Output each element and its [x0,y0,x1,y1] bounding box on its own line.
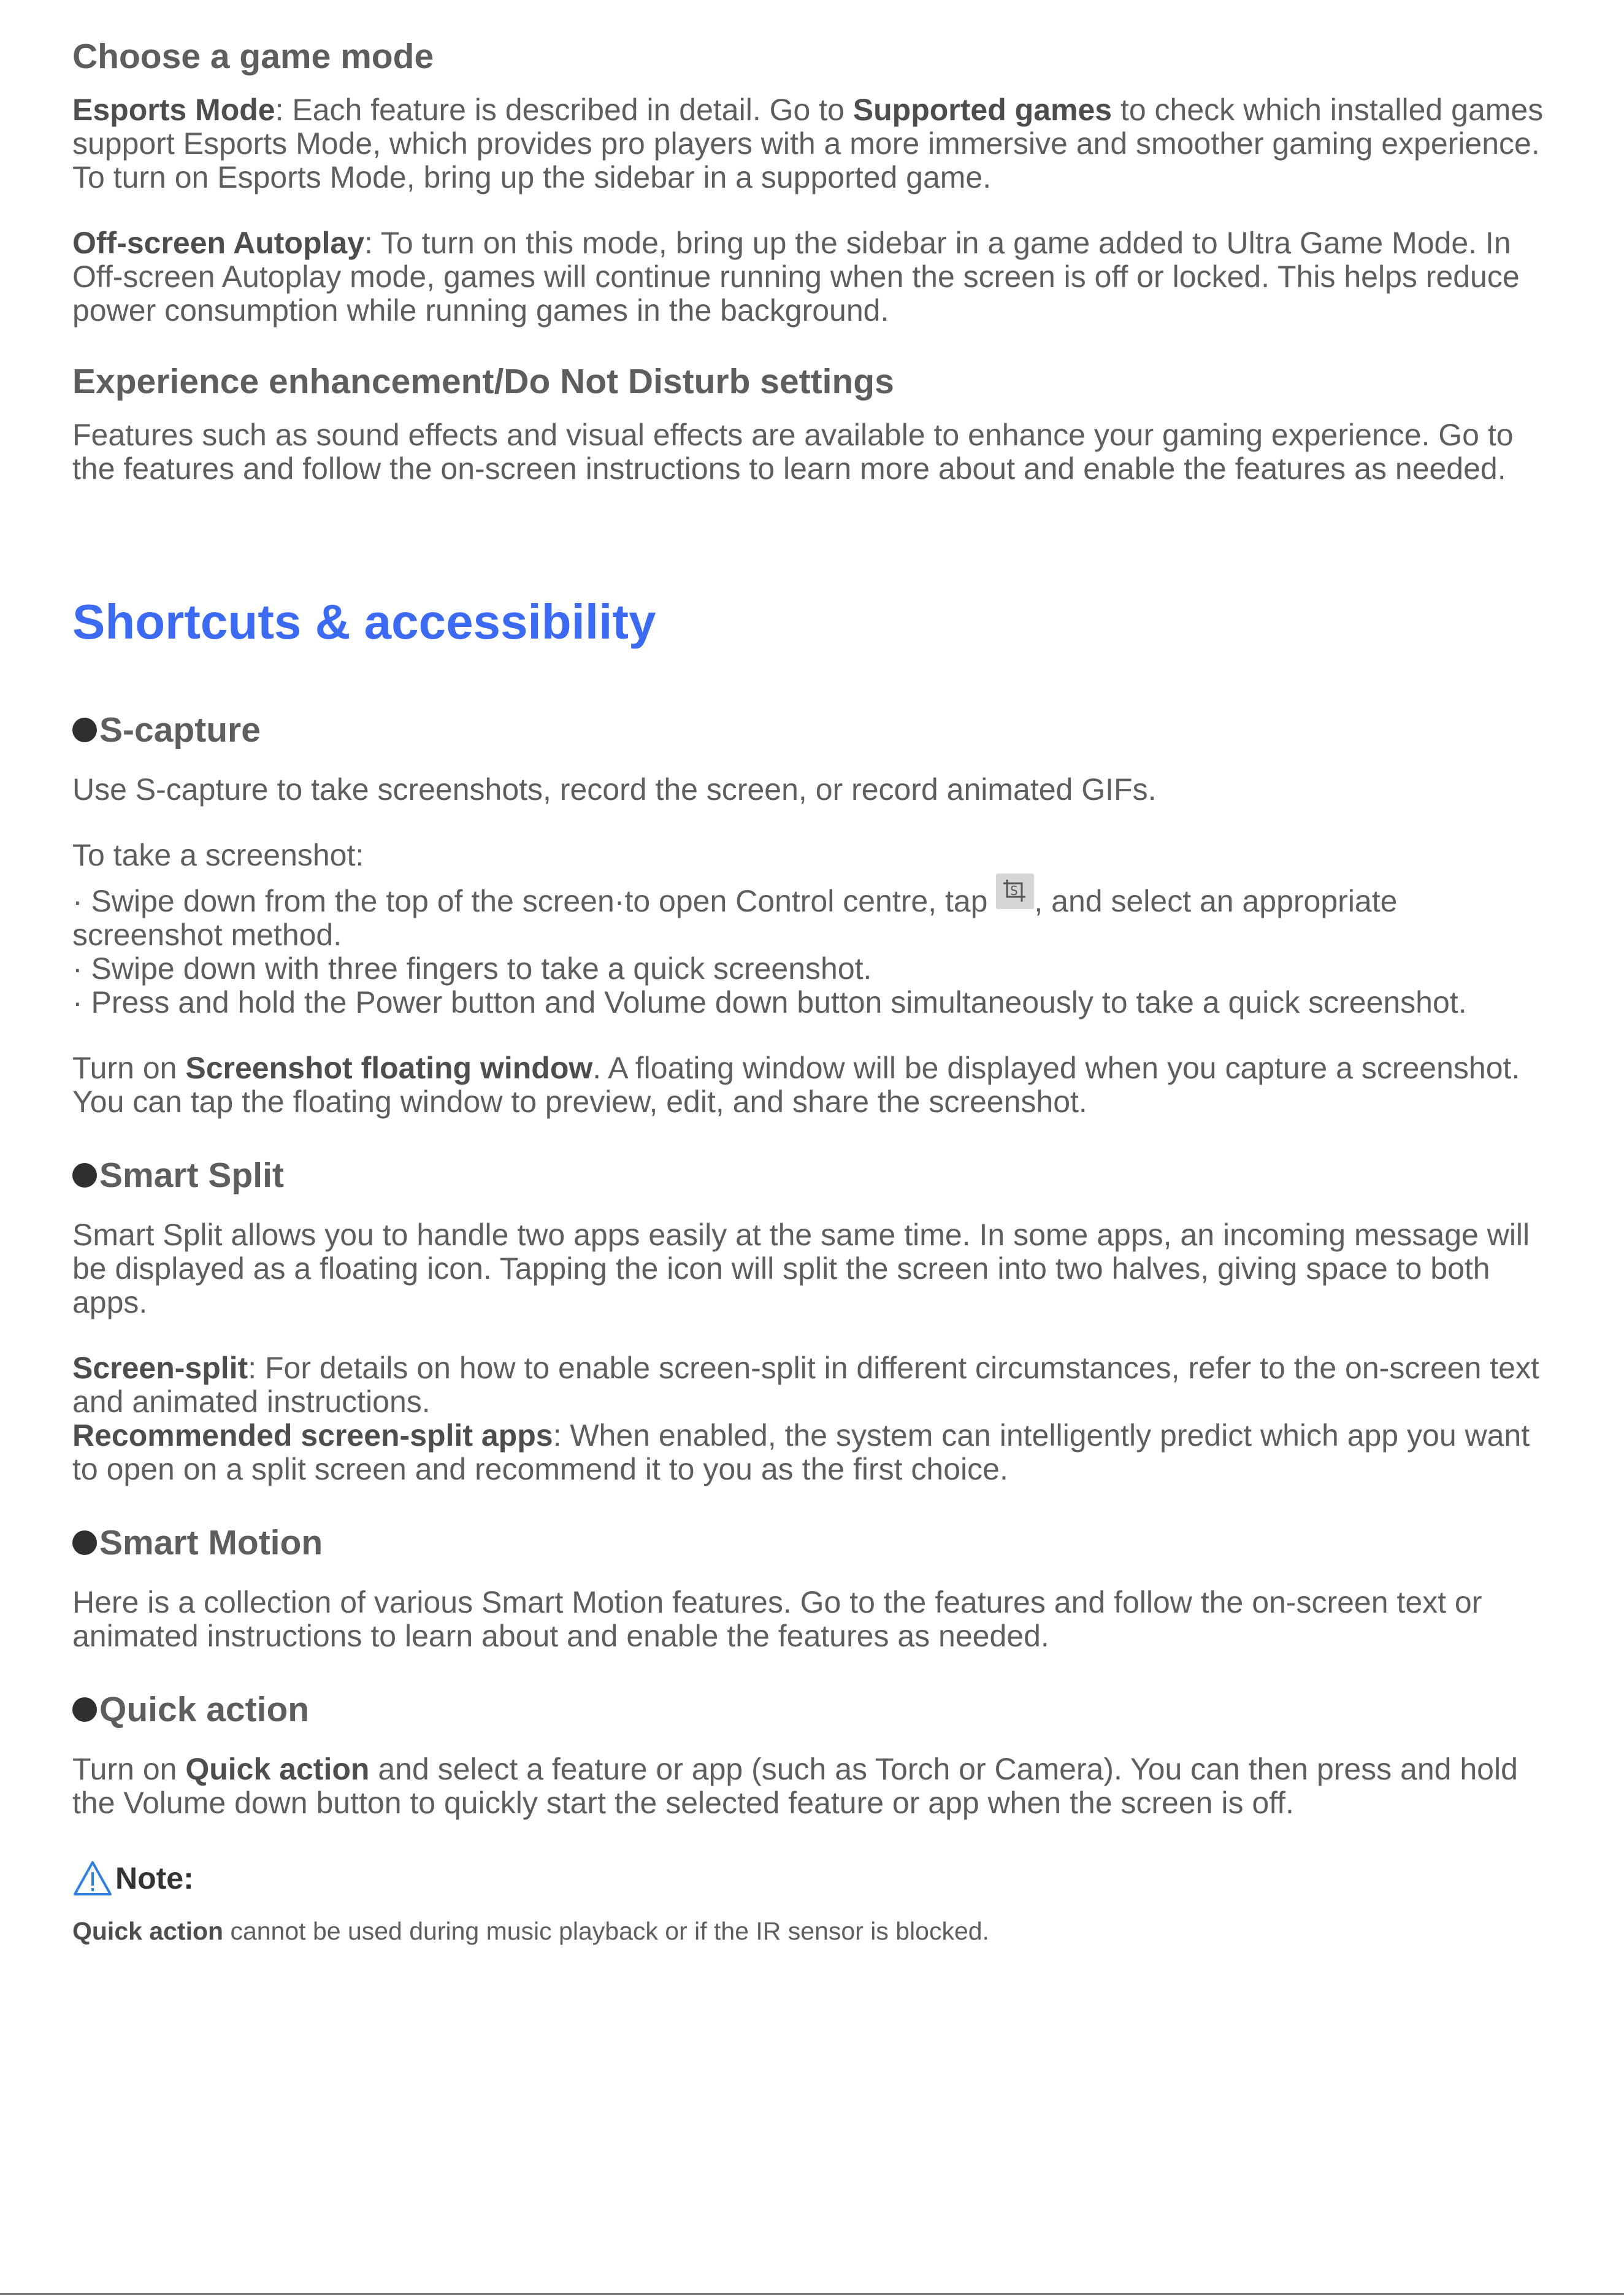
smart-motion-heading-text: Smart Motion [99,1523,323,1562]
note-text: cannot be used during music playback or if the IR sensor is blocked. [223,1917,989,1945]
floating-text-before: Turn on [72,1051,186,1085]
floating-window-paragraph [72,1051,1550,1119]
smart-split-heading [72,1151,1550,1200]
esports-text-2: to check which installed games support Esports Mode, which provides pro players with a more immersive and smoother gaming experience. To turn on Esports Mode, bring up the sidebar in a supported game. [72,93,1544,194]
screenshot-crop-icon [996,873,1034,909]
warning-triangle-icon [72,1860,113,1897]
smart-split-intro: Smart Split allows you to handle two apps easily at the same time. In some apps, an incoming message will be displayed as a floating icon. Tapping the icon will split the screen into two halves, giving space to both apps. [72,1218,1530,1319]
autoplay-paragraph [72,226,1550,328]
note-heading-text: Note: [115,1861,194,1895]
supported-games-label: Supported games [852,93,1113,127]
recommended-apps-paragraph [72,1419,1550,1486]
autoplay-label: Off-screen Autoplay [72,226,365,260]
document-page [72,32,1550,1946]
floating-text-after: . A floating window will be displayed when you capture a screenshot. You can tap the floating window to preview, edit, and share the screenshot. [72,1051,1520,1119]
bullet-dot-icon [72,1530,97,1555]
step-1-text-before: · Swipe down from the top of the screen·to open Control centre, tap [72,884,997,918]
note-paragraph [72,1916,1550,1946]
quick-action-paragraph [72,1753,1550,1820]
s-capture-step-3: · Press and hold the Power button and Volume down button simultaneously to take a quick screenshot. [72,985,1467,1019]
esports-text-1: : Each feature is described in detail. Go to [275,93,853,127]
quick-action-text-after: and select a feature or app (such as Torch or Camera). You can then press and hold the Volume down button to quickly start the selected feature or app when the screen is off. [72,1752,1518,1820]
esports-mode-label: Esports Mode [72,93,275,127]
bullet-dot-icon [72,1163,97,1188]
section-heading-experience: Experience enhancement/Do Not Disturb settings [72,362,894,401]
floating-window-label: Screenshot floating window [185,1051,593,1085]
bullet-dot-icon [72,718,97,742]
s-capture-intro: Use S-capture to take screenshots, record the screen, or record animated GIFs. [72,772,1157,807]
autoplay-text: : To turn on this mode, bring up the sidebar in a game added to Ultra Game Mode. In Off-screen Autoplay mode, games will continue running when the screen is off or locked. This helps reduce power consumption while running games in the background. [72,226,1520,328]
experience-paragraph: Features such as sound effects and visual effects are available to enhance your gaming experience. Go to the features and follow the on-screen instructions to learn more about and enable the features as needed. [72,418,1514,486]
s-capture-lead: To take a screenshot: [72,838,364,872]
s-capture-step-2: · Swipe down with three fingers to take a quick screenshot. [72,951,872,986]
quick-action-text-before: Turn on [72,1752,186,1786]
chapter-title: Shortcuts & accessibility [72,594,656,649]
page-bottom-rule [0,2293,1624,2295]
quick-action-label: Quick action [185,1752,370,1786]
bullet-dot-icon [72,1697,97,1722]
screen-split-label: Screen-split [72,1351,248,1385]
screen-split-text: : For details on how to enable screen-split in different circumstances, refer to the on-screen text and animated instructions. [72,1351,1539,1419]
note-quick-action-label: Quick action [72,1917,224,1945]
smart-motion-heading [72,1518,1550,1567]
note-heading [72,1857,1550,1900]
step-1-text-after: , and select an appropriate screenshot method. [72,884,1398,952]
recommended-apps-text: : When enabled, the system can intelligently predict which app you want to open on a split screen and recommend it to you as the first choice. [72,1418,1530,1486]
screen-split-paragraph [72,1351,1550,1419]
recommended-apps-label: Recommended screen-split apps [72,1418,553,1453]
quick-action-heading-text: Quick action [99,1690,310,1729]
s-capture-heading-text: S-capture [99,710,261,750]
s-capture-step-1 [72,885,1550,952]
smart-split-heading-text: Smart Split [99,1156,284,1195]
section-heading-game-mode: Choose a game mode [72,37,434,76]
esports-mode-paragraph [72,93,1550,194]
smart-motion-paragraph: Here is a collection of various Smart Motion features. Go to the features and follow the on-screen text or animated instructions to learn about and enable the features as needed. [72,1585,1482,1653]
svg-text:S: S [1010,883,1019,898]
quick-action-heading [72,1685,1550,1734]
s-capture-heading [72,705,1550,754]
